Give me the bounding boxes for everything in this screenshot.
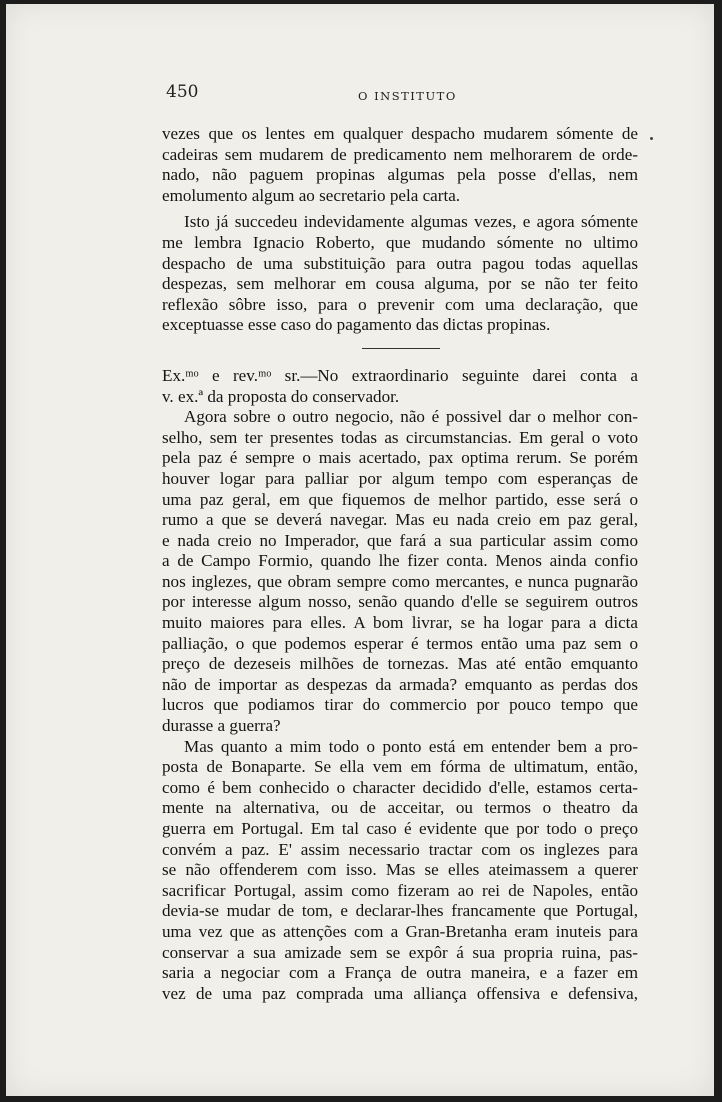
text-line: mente na alternativa, ou de acceitar, ou termos o theatro da [162, 798, 638, 818]
text-line: por interesse algum nosso, senão quando d'elle se seguirem outros [162, 592, 638, 612]
running-title: O INSTITUTO [358, 89, 457, 103]
text-line: vez de uma paz comprada uma alliança offensiva e defensiva, [162, 983, 638, 1003]
text-line: lucros que podiamos tirar do commercio por pouco tempo que [162, 695, 638, 715]
text-line: reflexão sôbre isso, para o prevenir com uma declaração, que [162, 294, 638, 314]
text-line: Isto já succedeu indevidamente algumas vezes, e agora sómente [184, 212, 638, 232]
text-line: durasse a guerra? [162, 716, 281, 736]
text-line: houver logar para palliar por algum tempo com esperanças de [162, 468, 638, 488]
text-line: posta de Bonaparte. Se ella vem em fórma de ultimatum, então, [162, 757, 638, 777]
text-line: vezes que os lentes em qualquer despacho mudarem sómente de [162, 124, 638, 143]
text-line: despezas, sem melhorar em cousa alguma, por se não ter feito [162, 274, 638, 294]
stray-mark [650, 137, 653, 140]
text-line: emolumento algum ao secretario pela carta. [162, 185, 461, 205]
text-line: nado, não paguem propinas algumas pela posse d'ellas, nem [162, 165, 638, 185]
text-line: muito maiores para elles. A bom livrar, se ha logar para a dicta [162, 613, 638, 633]
text-line: cadeiras sem mudarem de predicamento nem melhorarem de orde- [162, 144, 638, 164]
body-text [162, 124, 638, 1004]
separator-rule [362, 348, 440, 349]
text-line: uma vez que as attenções com a Gran-Bretanha eram inuteis para [162, 921, 638, 941]
text-line: palliação, o que podemos esperar é termos então uma paz sem o [162, 633, 638, 653]
text-line: convém a paz. E' assim necessario tractar com os inglezes para [162, 839, 638, 859]
text-line: conservar a sua amizade sem se expôr á sua propria ruina, pas- [162, 942, 638, 962]
text-line: nos inglezes, que obram sempre como mercantes, e nunca pugnarão [162, 571, 638, 591]
text-line: guerra em Portugal. Em tal caso é evidente que por todo o preço [162, 819, 638, 838]
text-line: exceptuasse esse caso do pagamento das dictas propinas. [162, 315, 551, 335]
book-page [6, 4, 714, 1096]
text-line: devia-se mudar de tom, e declarar-lhes francamente que Portugal, [162, 901, 638, 921]
text-line: uma paz geral, em que fiquemos de melhor partido, esse será o [162, 489, 638, 509]
text-line: se não offenderem com isso. Mas se elles ateimassem a querer [162, 860, 638, 880]
text-line: pela paz é sempre o mais acertado, pax optima rerum. Se porém [162, 448, 638, 468]
text-line: rumo a que se deverá navegar. Mas eu nada creio em paz geral, [162, 510, 638, 530]
paragraph-2 [162, 212, 638, 336]
text-line: sacrificar Portugal, assim como fizeram ao rei de Napoles, então [162, 880, 638, 900]
text-line: Agora sobre o outro negocio, não é possivel dar o melhor con- [184, 407, 638, 427]
text-line: preço de dezeseis milhões de tornezas. Mas até então emquanto [162, 654, 638, 674]
text-line: como é bem conhecido o character decidido d'elle, estamos certa- [162, 777, 638, 797]
text-line: selho, sem ter presentes todas as circumstancias. Em geral o voto [162, 427, 638, 447]
text-line: Mas quanto a mim todo o ponto está em entender bem a pro- [184, 736, 638, 756]
section-separator [162, 336, 638, 366]
paragraph-5 [162, 737, 638, 1005]
paragraph-1 [162, 124, 638, 206]
text-line: não de importar as despezas da armada? emquanto as perdas dos [162, 674, 638, 694]
paragraph-3 [162, 366, 638, 407]
text-line: a de Campo Formio, quando lhe fizer conta. Menos ainda confio [162, 551, 638, 571]
text-line: me lembra Ignacio Roberto, que mudando sómente no ultimo [162, 232, 638, 252]
text-line: despacho de uma substituição para outra pagou todas aquellas [162, 253, 638, 273]
text-line: saria a negociar com a França de outra maneira, e a fazer em [162, 963, 638, 983]
text-line: Ex.ᵐᵒ e rev.ᵐᵒ sr.—No extraordinario seguinte darei conta a [162, 365, 638, 385]
text-line: e nada creio no Imperador, que fará a sua particular assim como [162, 530, 638, 550]
text-line: v. ex.ª da proposta do conservador. [162, 386, 400, 406]
page-number: 450 [166, 82, 199, 102]
paragraph-4 [162, 407, 638, 737]
